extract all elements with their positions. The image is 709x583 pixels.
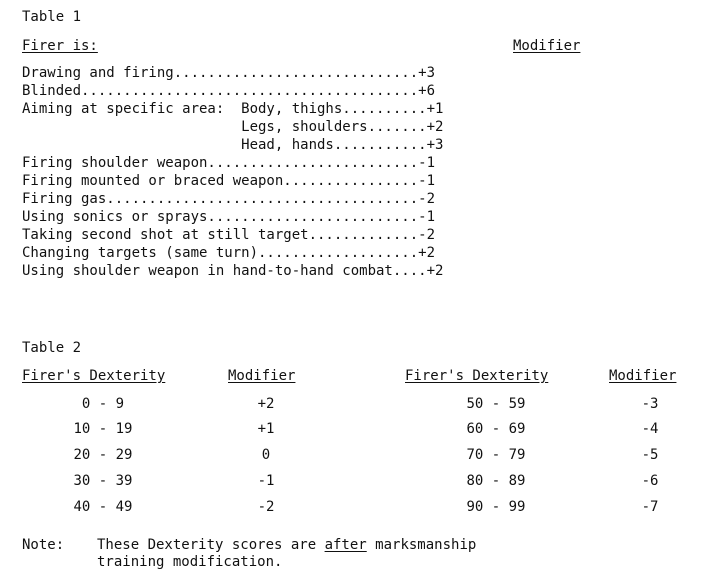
table1-row: Blinded........................................+6 bbox=[22, 83, 436, 99]
table1-row: Changing targets (same turn)...................+2 bbox=[22, 245, 436, 261]
note-text: marksmanship bbox=[366, 537, 477, 553]
note-emphasis: after bbox=[324, 537, 367, 553]
note-text: These Dexterity scores are bbox=[97, 537, 325, 553]
dexterity-range: 20 - 29 bbox=[73, 447, 133, 463]
note-label: Note: bbox=[22, 537, 65, 553]
dexterity-range: 10 - 19 bbox=[73, 421, 133, 437]
note-line-1 bbox=[97, 536, 476, 554]
dexterity-modifier: -6 bbox=[641, 473, 659, 489]
table2-header-modifier-left: Modifier bbox=[228, 368, 296, 384]
dexterity-modifier: -4 bbox=[641, 421, 659, 437]
dexterity-modifier: -7 bbox=[641, 499, 659, 515]
table2-header-dexterity-right: Firer's Dexterity bbox=[405, 368, 549, 384]
dexterity-range: 70 - 79 bbox=[466, 447, 526, 463]
dexterity-modifier: +2 bbox=[257, 396, 275, 412]
table1-row: Taking second shot at still target.............-2 bbox=[22, 227, 436, 243]
dexterity-modifier: +1 bbox=[257, 421, 275, 437]
dexterity-range: 0 - 9 bbox=[81, 396, 125, 412]
table1-row: Using sonics or sprays.........................-1 bbox=[22, 209, 436, 225]
table1-row: Drawing and firing.............................+3 bbox=[22, 65, 436, 81]
table1-row: Aiming at specific area: Body, thighs..........+1 bbox=[22, 101, 444, 117]
table1-row: Legs, shoulders.......+2 bbox=[22, 119, 444, 135]
note-line-2: training modification. bbox=[97, 554, 283, 570]
table2-header-modifier-right: Modifier bbox=[609, 368, 677, 384]
table2-title: Table 2 bbox=[22, 340, 82, 356]
dexterity-modifier: -5 bbox=[641, 447, 659, 463]
table1-row: Firing shoulder weapon.........................-1 bbox=[22, 155, 436, 171]
table1-row: Firing mounted or braced weapon................-1 bbox=[22, 173, 436, 189]
dexterity-range: 30 - 39 bbox=[73, 473, 133, 489]
table1-row: Firing gas.....................................-2 bbox=[22, 191, 436, 207]
dexterity-range: 60 - 69 bbox=[466, 421, 526, 437]
table1-header-modifier: Modifier bbox=[513, 38, 581, 54]
dexterity-modifier: -1 bbox=[257, 473, 275, 489]
dexterity-modifier: -3 bbox=[641, 396, 659, 412]
dexterity-range: 90 - 99 bbox=[466, 499, 526, 515]
dexterity-range: 40 - 49 bbox=[73, 499, 133, 515]
table1-header-firer: Firer is: bbox=[22, 38, 98, 54]
dexterity-range: 80 - 89 bbox=[466, 473, 526, 489]
table2-header-dexterity-left: Firer's Dexterity bbox=[22, 368, 166, 384]
table1-row: Head, hands...........+3 bbox=[22, 137, 444, 153]
dexterity-modifier: 0 bbox=[261, 447, 271, 463]
table1-title: Table 1 bbox=[22, 9, 82, 25]
dexterity-modifier: -2 bbox=[257, 499, 275, 515]
dexterity-range: 50 - 59 bbox=[466, 396, 526, 412]
table1-row: Using shoulder weapon in hand-to-hand combat....+2 bbox=[22, 263, 444, 279]
